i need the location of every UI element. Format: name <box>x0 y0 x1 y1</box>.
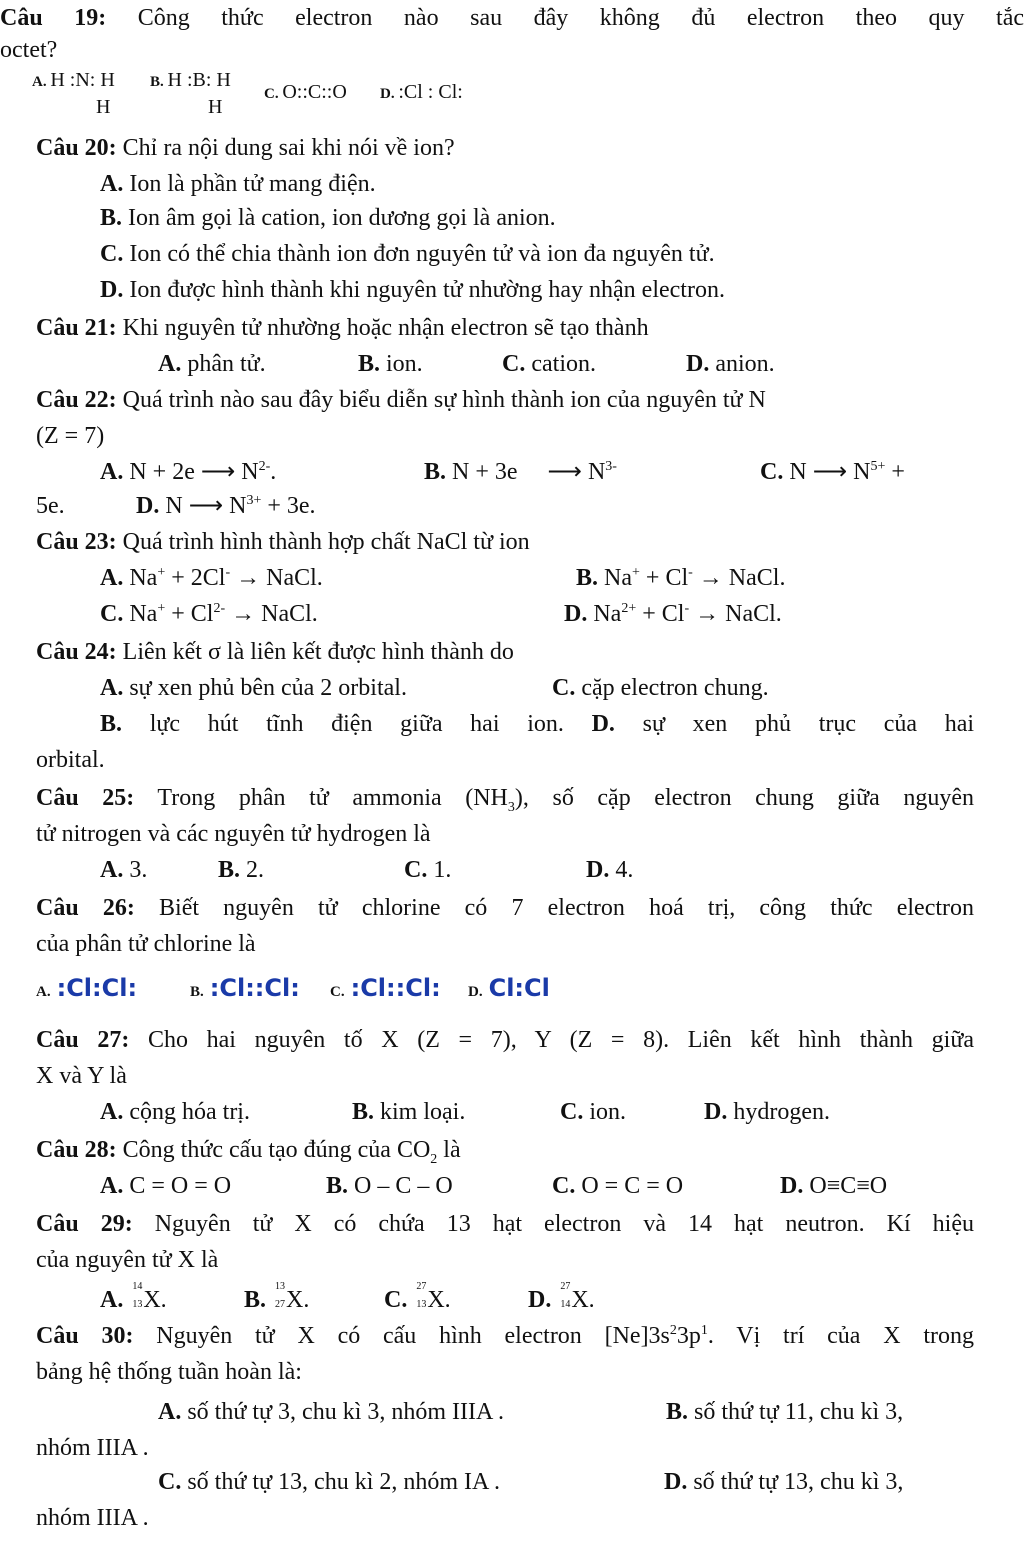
q26-option-b[interactable]: B. :Cl::Cl: <box>190 974 300 1002</box>
q22-label: Câu 22: <box>36 387 117 413</box>
q22-stem-cont: (Z = 7) <box>36 423 105 449</box>
q25-stem-cont: tử nitrogen và các nguyên tử hydrogen là <box>36 821 431 847</box>
q20-option-c[interactable]: C. Ion có thể chia thành ion đơn nguyên tử và ion đa nguyên tử. <box>100 241 715 267</box>
q23-text: Quá trình hình thành hợp chất NaCl từ ion <box>122 529 530 555</box>
q22-option-c-cont: 5e. <box>36 493 65 519</box>
q19-text: Công thức electron nào sau đây không đủ electron theo quy tắc <box>137 5 1024 31</box>
q29-stem-cont: của nguyên tử X là <box>36 1247 219 1273</box>
q22-option-a[interactable]: A. N + 2e ⟶ $N^{2-}$. <box>100 459 277 485</box>
q25-stem: Câu 25: Trong phân tử ammonia $(NH_3)$, số cặp electron chung giữa nguyên <box>36 785 974 815</box>
q20-option-d[interactable]: D. Ion được hình thành khi nguyên tử nhường hay nhận electron. <box>100 277 725 303</box>
q28-option-a[interactable]: A. C = O = O <box>100 1173 232 1199</box>
q24-option-b[interactable]: B. lực hút tĩnh điện giữa hai ion. <box>100 711 564 737</box>
q26-stem: Câu 26: Biết nguyên tử chlorine có 7 electron hoá trị, công thức electron <box>36 895 975 921</box>
q23-option-c[interactable]: C. $Na^+ + Cl^{2-}$ → NaCl. <box>100 601 318 627</box>
arrow-icon: ⟶ <box>188 493 224 519</box>
q29-stem: Câu 29: Nguyên tử X có chứa 13 hạt electron và 14 hạt neutron. Kí hiệu <box>36 1211 975 1237</box>
q24-stem <box>36 636 514 668</box>
q20-label: Câu 20: <box>36 135 117 161</box>
q19-b-formula: H :B: H <box>167 69 231 91</box>
q25-option-d[interactable]: D. 4. <box>586 857 634 883</box>
q30-option-c[interactable]: C. số thứ tự 13, chu kì 2, nhóm IA . <box>158 1469 501 1495</box>
q27-stem-cont: X và Y là <box>36 1063 127 1089</box>
q29-option-a[interactable]: A. 14 13 X. <box>100 1281 167 1313</box>
q25-option-a[interactable]: A. 3. <box>100 857 148 883</box>
arrow-icon: ⟶ <box>812 459 848 485</box>
q21-option-a[interactable]: A. phân tử. <box>158 351 266 377</box>
q19-a-formula: H :N: H <box>50 69 115 91</box>
q30-label: Câu 30: <box>36 1323 134 1349</box>
q30-option-d-cont: nhóm IIIA . <box>36 1505 149 1531</box>
q24-option-d-cont: orbital. <box>36 747 105 773</box>
q20-option-b[interactable]: B. Ion âm gọi là cation, ion dương gọi là anion. <box>100 205 556 231</box>
q30-option-d[interactable]: D. số thứ tự 13, chu kì 3, <box>664 1469 904 1495</box>
q29-option-b[interactable]: B. 13 27 X. <box>244 1281 310 1313</box>
q26-c-formula: :Cl::Cl: <box>350 974 441 1002</box>
q21-text: Khi nguyên tử nhường hoặc nhận electron sẽ tạo thành <box>122 315 649 341</box>
q21-option-c[interactable]: C. cation. <box>502 351 596 377</box>
q19-a-bottom-h: H <box>96 96 111 118</box>
q24-option-a[interactable]: A. sự xen phủ bên của 2 orbital. <box>100 675 407 701</box>
q22-stem <box>36 384 766 416</box>
q28-label: Câu 28: <box>36 1137 117 1163</box>
q28-option-b[interactable]: B. O – C – O <box>326 1173 453 1199</box>
q30-option-b[interactable]: B. số thứ tự 11, chu kì 3, <box>666 1399 904 1425</box>
q21-stem <box>36 312 649 344</box>
q26-a-formula: :Cl:Cl: <box>56 974 138 1002</box>
q19-option-b[interactable]: B. H :B: H <box>150 69 231 91</box>
q19-option-a[interactable]: A. H :N: H <box>32 69 115 91</box>
q19-d-formula: :Cl : Cl: <box>398 81 463 103</box>
q26-option-d[interactable]: D. Cl:Cl <box>468 974 550 1002</box>
q23-option-b[interactable]: B. Na+ + Cl- → NaCl. <box>576 565 786 591</box>
q19-stem <box>0 2 1024 34</box>
q20-option-a[interactable]: A. Ion là phần tử mang điện. <box>100 171 376 197</box>
q23-stem <box>36 526 530 558</box>
q26-stem-cont: của phân tử chlorine là <box>36 931 256 957</box>
q22-option-b[interactable]: B. N + 3e ⟶ $N^{3-}$ <box>424 459 617 485</box>
q20-text: Chỉ ra nội dung sai khi nói về ion? <box>122 135 455 161</box>
q22-option-c[interactable]: C. N ⟶ $N^{5+}$ + <box>760 459 905 485</box>
q27-label: Câu 27: <box>36 1027 130 1053</box>
q26-d-formula: Cl:Cl <box>488 974 550 1002</box>
q21-option-b[interactable]: B. ion. <box>358 351 423 377</box>
q29-label: Câu 29: <box>36 1211 133 1237</box>
q30-stem-cont: bảng hệ thống tuần hoàn là: <box>36 1359 302 1385</box>
q24-option-d[interactable]: D. sự xen phủ trục của hai <box>591 711 975 737</box>
q26-option-a[interactable]: A. :Cl:Cl: <box>36 974 138 1002</box>
q26-b-formula: :Cl::Cl: <box>209 974 300 1002</box>
q23-option-d[interactable]: D. $Na^{2+} + Cl^-$ → NaCl. <box>564 601 782 627</box>
q27-option-d[interactable]: D. hydrogen. <box>704 1099 830 1125</box>
arrow-icon: ⟶ <box>547 459 582 485</box>
q24-option-row <box>100 708 974 740</box>
q28-stem: Câu 28: Công thức cấu tạo đúng của $CO_2$ là <box>36 1137 461 1167</box>
arrow-icon: ⟶ <box>200 459 236 485</box>
q26-label: Câu 26: <box>36 895 135 921</box>
q23-option-a[interactable]: A. Na+ + 2Cl- → NaCl. <box>100 565 323 591</box>
q19-b-bottom-h: H <box>208 96 223 118</box>
q25-option-b[interactable]: B. 2. <box>218 857 265 883</box>
q27-option-b[interactable]: B. kim loại. <box>352 1099 466 1125</box>
q21-option-d[interactable]: D. anion. <box>686 351 775 377</box>
q24-label: Câu 24: <box>36 639 117 665</box>
q25-label: Câu 25: <box>36 785 135 811</box>
q28-option-d[interactable]: D. O≡C≡O <box>780 1173 888 1199</box>
q23-label: Câu 23: <box>36 529 117 555</box>
q27-option-c[interactable]: C. ion. <box>560 1099 627 1125</box>
q29-option-d[interactable]: D. 27 14 X. <box>528 1281 595 1313</box>
q29-option-c[interactable]: C. 27 13 X. <box>384 1281 451 1313</box>
q19-stem-cont: octet? <box>0 37 58 63</box>
q19-c-formula: O::C::O <box>282 81 347 103</box>
q22-text: Quá trình nào sau đây biểu diễn sự hình thành ion của nguyên tử N <box>122 387 766 413</box>
q26-option-c[interactable]: C. :Cl::Cl: <box>330 974 441 1002</box>
q30-option-b-cont: nhóm IIIA . <box>36 1435 149 1461</box>
q22-option-d[interactable]: D. N ⟶ $N^{3+} + 3e$. <box>136 493 316 519</box>
q30-stem: Câu 30: Nguyên tử X có cấu hình electron $[Ne]3s^23p^1$. Vị trí của X trong <box>36 1323 974 1349</box>
q21-label: Câu 21: <box>36 315 117 341</box>
q25-option-c[interactable]: C. 1. <box>404 857 452 883</box>
q20-stem <box>36 132 455 164</box>
q30-option-a[interactable]: A. số thứ tự 3, chu kì 3, nhóm IIIA . <box>158 1399 505 1425</box>
q19-label: Câu 19: <box>0 5 107 31</box>
q19-option-d[interactable]: D. :Cl : Cl: <box>380 81 463 103</box>
q19-option-c[interactable]: C. O::C::O <box>264 81 347 103</box>
q27-option-a[interactable]: A. cộng hóa trị. <box>100 1099 250 1125</box>
q28-option-c[interactable]: C. O = C = O <box>552 1173 684 1199</box>
q24-option-c[interactable]: C. cặp electron chung. <box>552 675 769 701</box>
q24-text: Liên kết σ là liên kết được hình thành do <box>122 639 514 665</box>
q27-stem: Câu 27: Cho hai nguyên tố X (Z = 7), Y (Z = 8). Liên kết hình thành giữa <box>36 1027 974 1053</box>
